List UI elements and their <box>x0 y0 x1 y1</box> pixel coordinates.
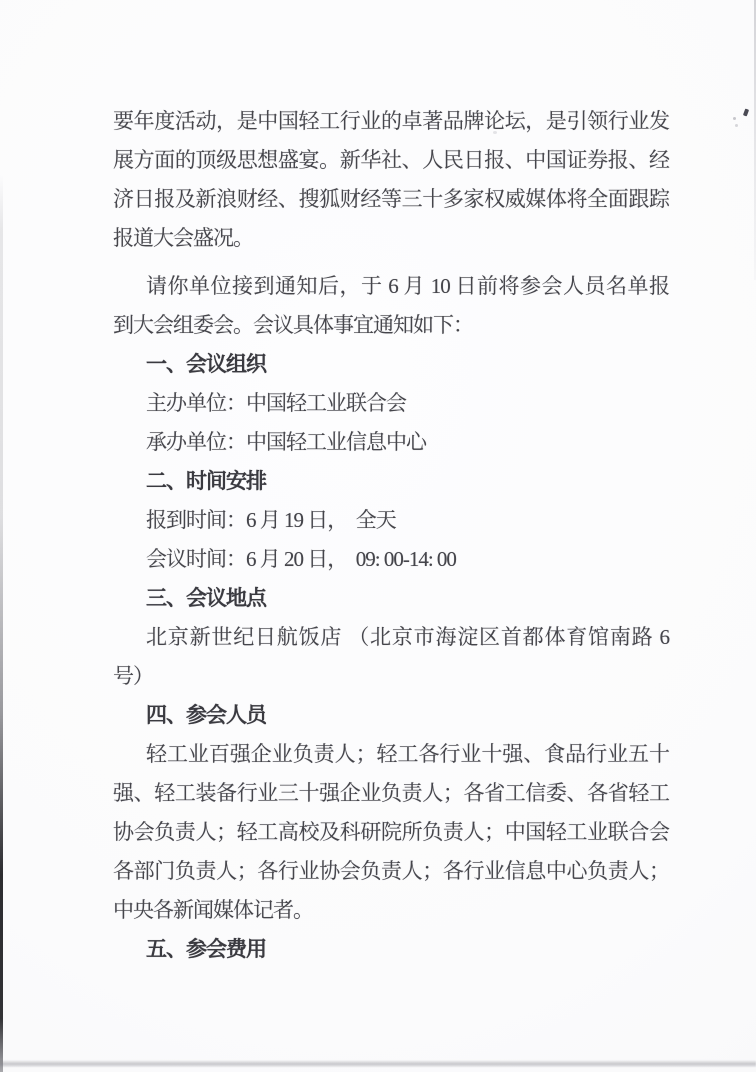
document-line: 五、参会费用 <box>146 937 266 961</box>
document-line: 二、时间安排 <box>146 469 266 493</box>
document-line: 报道大会盛况。 <box>113 226 253 250</box>
document-line: 各部门负责人；各行业协会负责人；各行业信息中心负责人； <box>113 859 669 883</box>
scan-bottom-edge-line <box>0 1060 756 1067</box>
document-line: 四、参会人员 <box>146 703 266 727</box>
document-line: 三、会议地点 <box>146 586 266 610</box>
scan-speck <box>735 124 738 127</box>
scan-speck <box>733 117 736 120</box>
document-line: 展方面的顶级思想盛宴。新华社、人民日报、中国证券报、经 <box>113 148 669 172</box>
document-line: 号） <box>113 664 153 688</box>
document-line: 北京新世纪日航饭店 （北京市海淀区首都体育馆南路 6 <box>146 625 669 649</box>
document-line: 要年度活动，是中国轻工行业的卓著品牌论坛，是引领行业发 <box>113 109 669 133</box>
document-line: 到大会组委会。会议具体事宜通知如下： <box>113 313 473 337</box>
document-line: 济日报及新浪财经、搜狐财经等三十多家权威媒体将全面跟踪 <box>113 187 669 211</box>
document-text-block <box>113 102 669 969</box>
document-line: 强、轻工装备行业三十强企业负责人；各省工信委、各省轻工 <box>113 781 669 805</box>
document-line: 轻工业百强企业负责人；轻工各行业十强、食品行业五十 <box>146 742 669 766</box>
document-line: 报到时间：6 月 19 日， 全天 <box>146 508 396 532</box>
document-line: 中央各新闻媒体记者。 <box>113 898 313 922</box>
scan-left-edge-shadow <box>0 175 3 1072</box>
document-line: 请你单位接到通知后，于 6 月 10 日前将参会人员名单报 <box>146 274 669 298</box>
scan-speck <box>743 109 749 117</box>
document-line: 一、会议组织 <box>146 352 266 376</box>
document-line: 会议时间：6 月 20 日， 09: 00-14: 00 <box>146 547 456 571</box>
document-line: 协会负责人；轻工高校及科研院所负责人；中国轻工业联合会 <box>113 820 669 844</box>
document-line: 主办单位：中国轻工业联合会 <box>146 391 406 415</box>
document-line: 承办单位：中国轻工业信息中心 <box>146 430 426 454</box>
